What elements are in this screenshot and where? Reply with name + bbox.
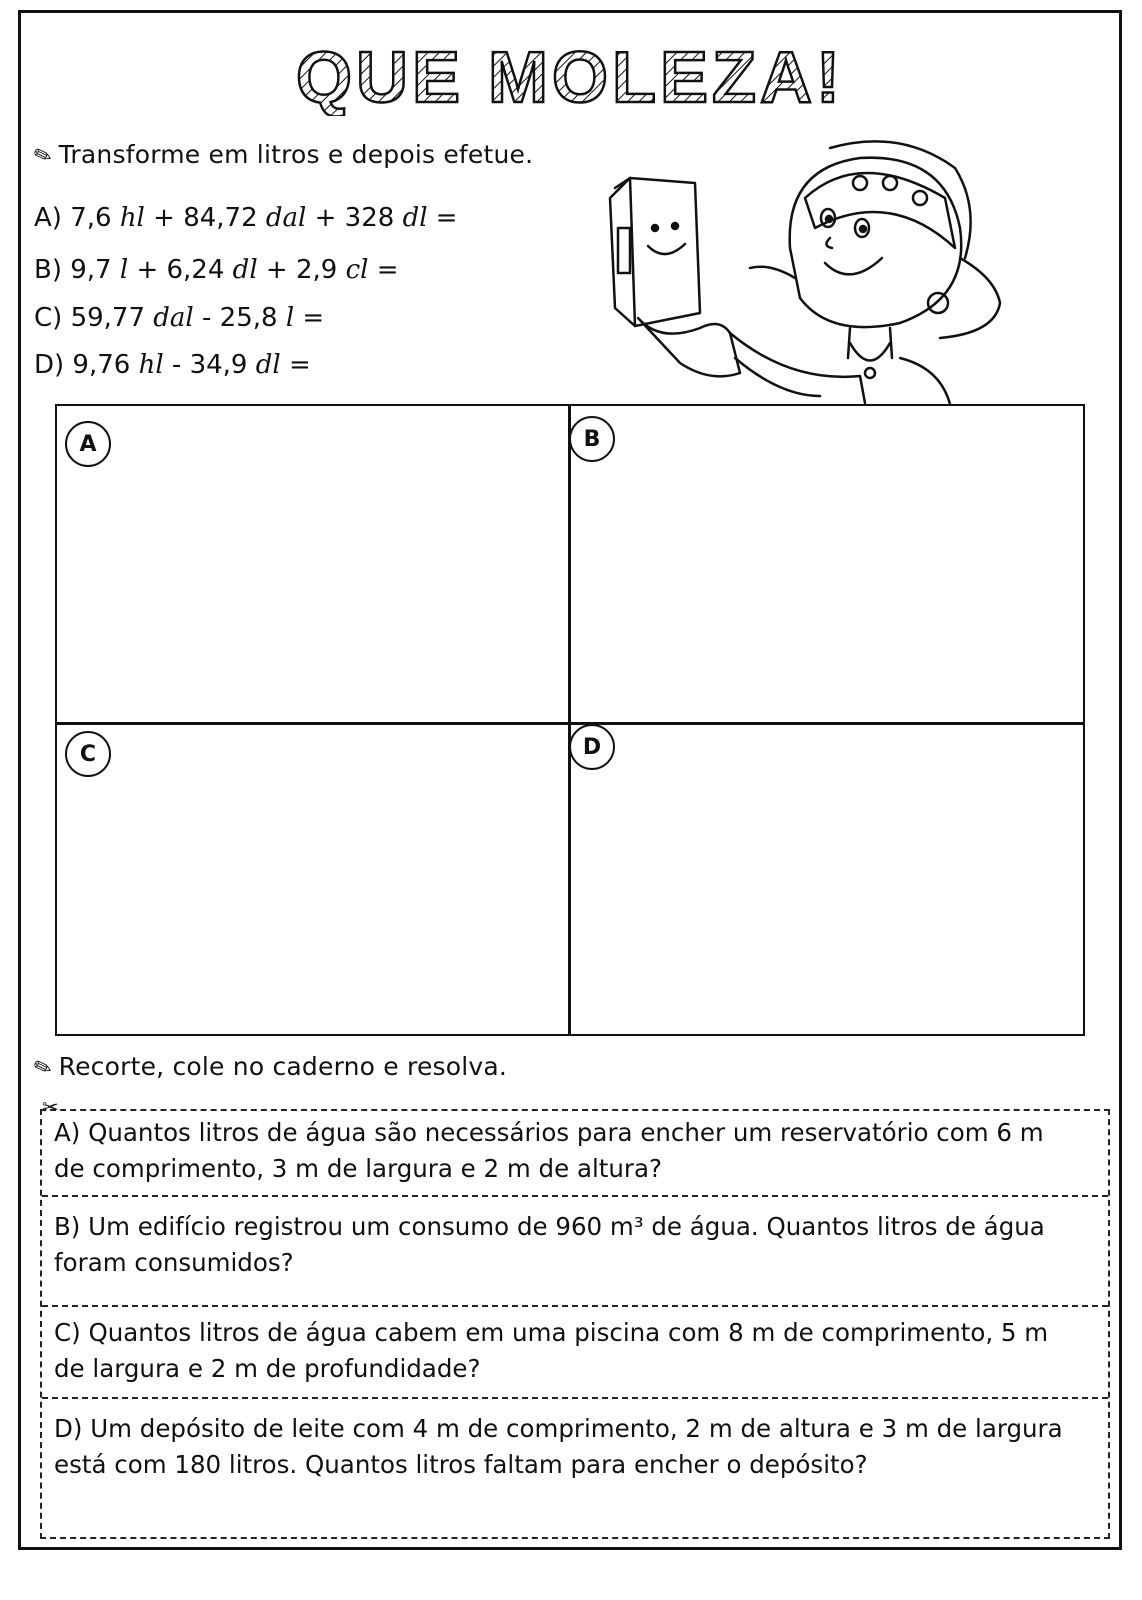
answer-box-a[interactable]: [57, 406, 568, 722]
pencil-icon: ✎: [30, 141, 57, 172]
question-divider: [42, 1195, 1108, 1197]
equation-d: D) 9,76 hl - 34,9 dl =: [34, 350, 311, 380]
question-d: D) Um depósito de leite com 4 m de comprimento, 2 m de altura e 3 m de largura está com 180 litros. Quantos litros faltam para encher o depósito?: [54, 1414, 1063, 1479]
title-svg: [270, 40, 870, 116]
answer-grid: [55, 404, 1085, 1036]
cutout-questions-box: [40, 1109, 1110, 1539]
answer-box-d[interactable]: [571, 725, 1082, 1033]
box-label-b: B: [569, 416, 615, 462]
pencil-icon: ✎: [30, 1053, 57, 1084]
scissors-icon: ✂: [42, 1095, 59, 1119]
instruction-1-text: Transforme em litros e depois efetue.: [58, 140, 534, 169]
answer-box-c[interactable]: [57, 725, 568, 1033]
instruction-1: [30, 140, 534, 172]
girl-with-carton-illustration: [600, 128, 1020, 404]
instruction-2-text: Recorte, cole no caderno e resolva.: [58, 1052, 508, 1081]
page-title: [270, 40, 870, 116]
question-c: C) Quantos litros de água cabem em uma piscina com 8 m de comprimento, 5 m de largura e 2 m de profundidade?: [54, 1318, 1049, 1383]
question-divider: [42, 1397, 1108, 1399]
title-text: QUE MOLEZA!: [296, 40, 844, 116]
answer-box-b[interactable]: [571, 406, 1082, 722]
box-label-a: A: [65, 421, 111, 467]
question-divider: [42, 1305, 1108, 1307]
equation-b: B) 9,7 l + 6,24 dl + 2,9 cl =: [34, 255, 399, 285]
equation-a: A) 7,6 hl + 84,72 dal + 328 dl =: [34, 203, 458, 233]
box-label-c: C: [65, 731, 111, 777]
box-label-d: D: [569, 724, 615, 770]
question-a: A) Quantos litros de água são necessários para encher um reservatório com 6 m de comprimento, 3 m de largura e 2 m de altura?: [54, 1118, 1044, 1183]
instruction-2: [30, 1052, 508, 1084]
equation-c: C) 59,77 dal - 25,8 l =: [34, 303, 325, 333]
question-b: B) Um edifício registrou um consumo de 960 m³ de água. Quantos litros de água foram consumidos?: [54, 1212, 1045, 1277]
